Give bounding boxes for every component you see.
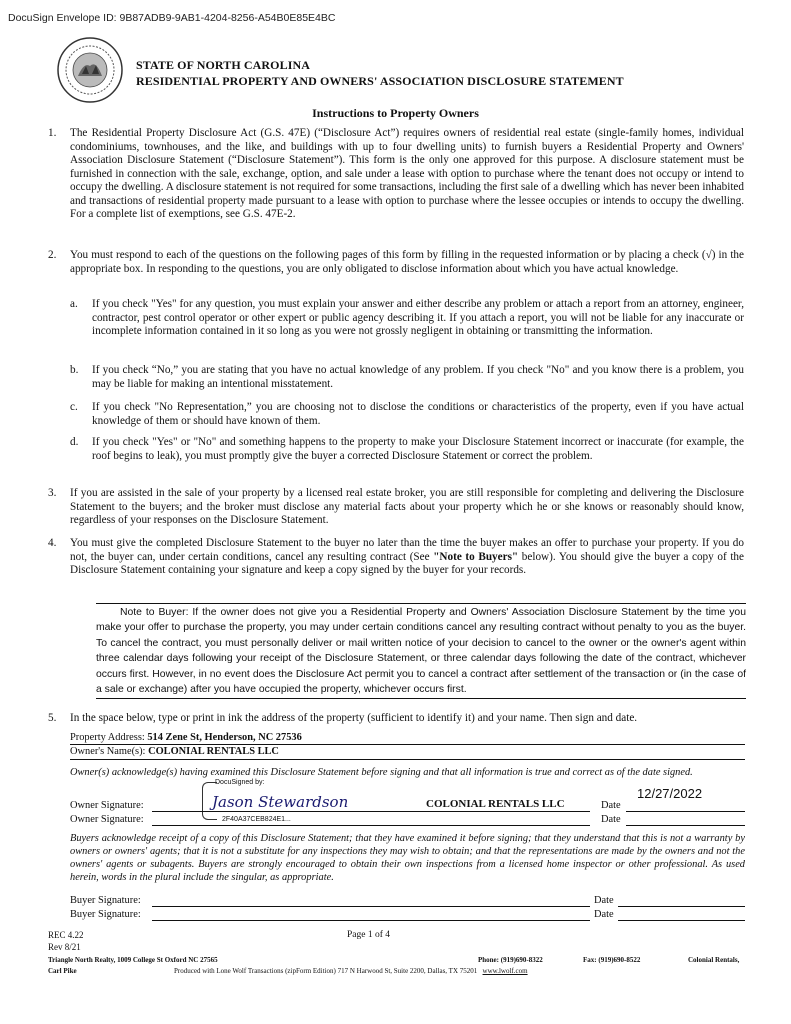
agency-phone: Phone: (919)690-8322: [478, 956, 543, 964]
client-name: Colonial Rentals,: [688, 956, 740, 964]
sub-item-letter: d.: [70, 436, 79, 448]
form-revision: Rev 8/21: [48, 942, 81, 952]
instruction-item-2: You must respond to each of the questions on the following pages of this form by filling in the requested information or by placing a check (√) in the appropriate box. In responding to the questions, you are only obligated to disclose information about which you have actual knowledge.: [70, 249, 744, 275]
item-number: 2.: [48, 249, 57, 261]
owner-signature-line[interactable]: [152, 811, 590, 812]
buyer-signature-label-2: Buyer Signature:: [70, 909, 141, 920]
lwolf-link[interactable]: www.lwolf.com: [482, 967, 528, 975]
state-heading: STATE OF NORTH CAROLINA: [136, 58, 311, 72]
buyer-signature-line-2[interactable]: [152, 920, 590, 921]
agent-name: Carl Pike: [48, 967, 77, 975]
item-number: 5.: [48, 712, 57, 724]
buyer-date-line[interactable]: [618, 906, 745, 907]
owner-company: COLONIAL RENTALS LLC: [426, 798, 565, 810]
instruction-item-2a: If you check "Yes" for any question, you must explain your answer and either describe any problem or attach a report from an attorney, engineer, contractor, pest control operator or other expert or public agency describing it. If you attach a report, you will not be liable for any inaccurate or incomplete information contained in it so long as you were not grossly negligent in obtaining or transmitting the information.: [92, 298, 744, 337]
buyer-date-label: Date: [594, 895, 614, 906]
buyer-signature-line[interactable]: [152, 906, 590, 907]
instruction-item-5: In the space below, type or print in ink the address of the property (sufficient to identify it) and your name. Then sign and date.: [70, 712, 638, 724]
instruction-item-4: You must give the completed Disclosure Statement to the buyer no later than the time the buyer makes an offer to purchase your property. If you do not, the buyer can, under certain conditions, cancel any resulting contract (See "Note to Buyers" below). You should give the buyer a copy of the Disclosure Statement containing your signature and keep a copy signed by the buyer for your records.: [70, 537, 744, 576]
owner-name-field: Owner's Name(s): COLONIAL RENTALS LLC: [70, 746, 279, 757]
docusigned-by-label: DocuSigned by:: [215, 779, 265, 786]
sub-item-letter: a.: [70, 298, 78, 310]
item-number: 4.: [48, 537, 57, 549]
buyer-date-label-2: Date: [594, 909, 614, 920]
date-line-2[interactable]: [626, 825, 745, 826]
item-number: 3.: [48, 487, 57, 499]
signer-id: 2F40A37CEB824E1...: [222, 816, 291, 823]
instruction-item-1: The Residential Property Disclosure Act (G.S. 47E) (“Disclosure Act”) requires owners of residential real estate (single-family homes, individual condominiums, townhouses, and the like, and buildings with up to four dwelling units) to furnish buyers a Residential Property and Owners' Association Disclosure Statement (“Disclosure Statement”). This form is the only one approved for this purpose. A disclosure statement must be furnished in connection with the sale, exchange, option, and sale under a lease with option to purchase where the tenant does not occupy or intend to occupy the dwelling. A disclosure statement is not required for some transactions, including the first sale of a dwelling which has never been inhabited and transactions of residential property made pursuant to a lease with option to purchase where the lessee occupies or intends to occupy the dwelling. For a complete list of exemptions, see G.S. 47E-2.: [70, 127, 744, 220]
producer-line: Produced with Lone Wolf Transactions (zipForm Edition) 717 N Harwood St, Suite 2200, Dallas, TX 75201 www.lwolf.com: [174, 967, 528, 975]
envelope-id: DocuSign Envelope ID: 9B87ADB9-9AB1-4204-8256-A54B0E85E4BC: [8, 12, 336, 24]
agency-fax: Fax: (919)690-8522: [583, 956, 641, 964]
sub-item-letter: b.: [70, 364, 79, 376]
buyer-signature-label: Buyer Signature:: [70, 895, 141, 906]
instruction-item-2b: If you check “No,” you are stating that you have no actual knowledge of any problem. If you check "No" and you know there is a problem, you may be liable for making an intentional misstatement.: [92, 364, 744, 390]
item-number: 1.: [48, 127, 57, 139]
instructions-title: Instructions to Property Owners: [312, 106, 479, 120]
instruction-item-2c: If you check "No Representation,” you are choosing not to disclose the conditions or characteristics of the property, even if you have actual knowledge of them or should have known of them.: [92, 401, 744, 427]
owner-signature-label: Owner Signature:: [70, 800, 144, 811]
buyer-acknowledgment: Buyers acknowledge receipt of a copy of this Disclosure Statement; that they have examined it before signing; that they understand that this is not a warranty by owners or owners' agents; that it is not a substitute for any inspections they may wish to obtain; and that the representations are made by the owners and not the owners' agents or subagents. Buyers are strongly encouraged to obtain their own inspections from a licensed home inspector or other professional. As used herein, words in the plural include the singular, as appropriate.: [70, 833, 745, 883]
property-address-field: Property Address: 514 Zene St, Henderson, NC 27536: [70, 732, 302, 743]
page-number: Page 1 of 4: [347, 930, 391, 940]
owner-signature-line-2[interactable]: [152, 825, 590, 826]
note-to-buyer: Note to Buyer: If the owner does not give you a Residential Property and Owners' Association Disclosure Statement by the time you make your offer to purchase the property, you may under certain conditions cancel any resulting contract without penalty to you as the buyer. To cancel the contract, you must personally deliver or mail written notice of your decision to cancel to the owner or the owner's agent within three calendar days following your receipt of the Disclosure Statement, or three calendar days following the date of the contract, whichever occurs first. However, in no event does the Disclosure Act permit you to cancel a contract after settlement of the transaction or (in the case of a sale or exchange) after you have occupied the property, whichever occurs first.: [96, 603, 746, 699]
date-label-2: Date: [601, 814, 621, 825]
signature-date: 12/27/2022: [637, 786, 703, 801]
date-line[interactable]: [626, 811, 745, 812]
instruction-item-3: If you are assisted in the sale of your property by a licensed real estate broker, you are still responsible for completing and delivering the Disclosure Statement to the buyers; and the broker must disclose any material facts about your property which he or she knows or reasonably should know, regardless of your responses on the Disclosure Statement.: [70, 487, 744, 526]
owner-signature-image: Jason Stewardson: [212, 793, 349, 811]
buyer-date-line-2[interactable]: [618, 920, 745, 921]
instruction-item-2d: If you check "Yes" or "No" and something happens to the property to make your Disclosure Statement incorrect or inaccurate (for example, the roof begins to leak), you must promptly give the buyer a corrected Disclosure Statement or correct the problem.: [92, 436, 744, 462]
nc-state-seal-icon: [56, 36, 124, 104]
agency-address: Triangle North Realty, 1009 College St Oxford NC 27565: [48, 956, 218, 964]
owner-name-line: [70, 759, 745, 760]
sub-item-letter: c.: [70, 401, 78, 413]
form-title: RESIDENTIAL PROPERTY AND OWNERS' ASSOCIATION DISCLOSURE STATEMENT: [136, 74, 624, 88]
owner-signature-label-2: Owner Signature:: [70, 814, 144, 825]
date-label: Date: [601, 800, 621, 811]
owner-acknowledgment: Owner(s) acknowledge(s) having examined this Disclosure Statement before signing and that all information is true and correct as of the date signed.: [70, 767, 693, 778]
form-number: REC 4.22: [48, 930, 84, 940]
